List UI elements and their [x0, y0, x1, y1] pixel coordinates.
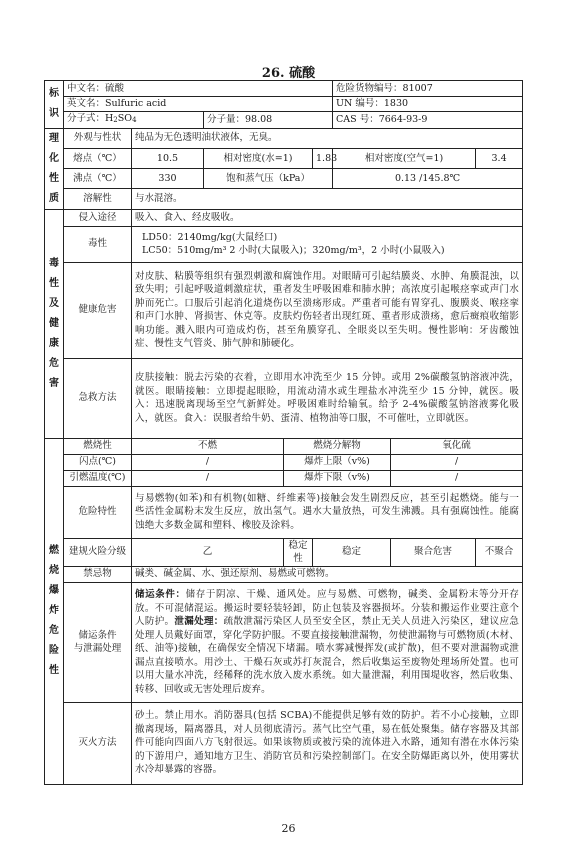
rel-density-water-value: 1.83: [313, 148, 333, 168]
vapor-pressure-value: 0.13 /145.8℃: [333, 169, 523, 189]
fire-class-label: 建规火险分级: [64, 538, 132, 566]
section-physchem: 理化性质: [45, 128, 64, 209]
decomposition-label: 燃烧分解物: [284, 438, 391, 454]
un-no: UN 编号：1830: [333, 97, 523, 112]
molecular-formula: 分子式：H2SO4: [64, 112, 204, 129]
solubility-label: 溶解性: [64, 189, 132, 209]
polymerization-value: 不聚合: [476, 538, 523, 566]
flash-point-value: /: [132, 454, 284, 470]
toxicity-label: 毒性: [64, 226, 132, 262]
decomposition-value: 氧化硫: [391, 438, 523, 454]
melting-point-value: 10.5: [132, 148, 204, 168]
health-hazard-label: 健康危害: [64, 262, 132, 358]
storage-leak-value: [132, 582, 523, 702]
lower-explosive-limit-value: /: [391, 470, 523, 486]
section-toxicity: 毒性及健康危害: [45, 209, 64, 438]
solubility-value: 与水混溶。: [132, 189, 523, 209]
upper-explosive-limit-value: /: [391, 454, 523, 470]
extinguishing-label: 灭火方法: [64, 702, 132, 784]
ld50-value: LD50：2140mg/kg(大鼠经口): [142, 231, 278, 243]
melting-point-label: 熔点（℃）: [64, 148, 132, 168]
lc50-value: LC50：510mg/m³ 2 小时(大鼠吸入)；320mg/m³，2 小时(小鼠吸入): [142, 245, 445, 256]
extinguishing-value: 砂土。禁止用水。消防器具(包括 SCBA)不能提供足够有效的防护。若不小心接触，立即撤离现场，隔离器具，对人员彻底清污。蒸气比空气重，易在低处聚集。储存容器及其部件可能向四面八方飞射很远。如果该物质或被污染的流体进入水路，通知有潜在水体污染的下游用户，通知地方卫生、消防官员和污染控制部门。在安全防爆距离以外，使用雾状水冷却暴露的容器。: [132, 702, 523, 784]
ignition-temp-value: /: [132, 470, 284, 486]
page-number: 26: [281, 822, 296, 835]
cn-name: 中文名：硫酸: [64, 81, 333, 97]
cas-no: CAS 号：7664-93-9: [333, 112, 523, 129]
flammability-value: 不燃: [132, 438, 284, 454]
route-value: 吸入、食入、经皮吸收。: [132, 209, 523, 226]
incompatible-value: 碱类、碱金属、水、强还原剂、易燃或可燃物。: [132, 566, 523, 582]
route-label: 侵入途径: [64, 209, 132, 226]
rel-density-water-label: 相对密度(水=1): [204, 148, 313, 168]
stability-value: 稳定: [313, 538, 391, 566]
leak-text: 疏散泄漏污染区人员至安全区，禁止无关人员进入污染区，建议应急处理人员戴好面罩，穿化学防护服。不要直接接触泄漏物，勿使泄漏物与可燃物质(木材、纸、油等)接触，在确保安全情况下堵漏。喷水雾减慢挥发(或扩散)，但不要对泄漏物或泄漏点直接喷水。用沙土、干燥石灰或苏打灰混合，然后收集运至废物处理场所处置。也可以用大量水冲洗，经稀释的洗水放入废水系统。如大量泄漏，利用围堤收容，然后收集、转移、回收或无害处理后废弃。: [135, 616, 520, 695]
hazard-characteristics-label: 危险特性: [64, 486, 132, 538]
stability-label: 稳定性: [284, 538, 313, 566]
section-identity: 标识: [45, 81, 64, 129]
upper-explosive-limit-label: 爆炸上限（v%): [284, 454, 391, 470]
hazard-characteristics-value: 与易燃物(如苯)和有机物(如糖、纤维素等)接触会发生剧烈反应，甚至引起燃烧。能与一些活性金属粉末发生反应，放出氢气。遇水大量放热，可发生沸溅。具有强腐蚀性。能腐蚀绝大多数金属和塑料、橡胶及涂料。: [132, 486, 523, 538]
msds-table: [44, 80, 523, 785]
boiling-point-value: 330: [132, 169, 204, 189]
molecular-weight: 分子量：98.08: [204, 112, 333, 129]
rel-density-air-value: 3.4: [476, 148, 523, 168]
dangerous-goods-no: 危险货物编号：81007: [333, 81, 523, 97]
lower-explosive-limit-label: 爆炸下限（v%): [284, 470, 391, 486]
health-hazard-value: 对皮肤、粘膜等组织有强烈刺激和腐蚀作用。对眼睛可引起结膜炎、水肿、角膜混浊，以致失明；引起呼吸道刺激症状，重者发生呼吸困难和肺水肿；高浓度引起喉痉挛或声门水肿而死亡。口服后引起消化道烧伤以至溃疡形成。严重者可能有胃穿孔、腹膜炎、喉痉挛和声门水肿、肾损害、休克等。皮肤灼伤轻者出现红斑、重者形成溃疡，愈后癍痕收缩影响功能。溅入眼内可造成灼伤，甚至角膜穿孔、全眼炎以至失明。慢性影响：牙齿酸蚀症、慢性支气管炎、肺气肿和肺硬化。: [132, 262, 523, 358]
polymerization-label: 聚合危害: [391, 538, 476, 566]
section-fire: 燃烧爆炸危险性: [45, 438, 64, 784]
first-aid-label: 急救方法: [64, 358, 132, 438]
ignition-temp-label: 引燃温度(℃): [64, 470, 132, 486]
leak-heading: 泄漏处理：: [174, 616, 224, 627]
appearance-value: 纯品为无色透明油状液体，无臭。: [132, 128, 523, 148]
boiling-point-label: 沸点（℃）: [64, 169, 132, 189]
flash-point-label: 闪点(℃): [64, 454, 132, 470]
storage-heading: 储运条件：: [135, 589, 186, 600]
storage-leak-label: 储运条件 与泄漏处理: [64, 582, 132, 702]
flammability-label: 燃烧性: [64, 438, 132, 454]
fire-class-value: 乙: [132, 538, 284, 566]
vapor-pressure-label: 饱和蒸气压（kPa）: [204, 169, 333, 189]
page-title: 26. 硫酸: [261, 66, 316, 81]
appearance-label: 外观与性状: [64, 128, 132, 148]
incompatible-label: 禁忌物: [64, 566, 132, 582]
first-aid-value: 皮肤接触：脱去污染的衣着，立即用水冲洗至少 15 分钟。或用 2%碳酸氢钠溶液冲洗，就医。眼睛接触：立即提起眼睑，用流动清水或生理盐水冲洗至少 15 分钟，就医。吸入：迅速脱离现场至空气新鲜处。呼吸困难时给输氧。给予 2-4%碳酸氢钠溶液雾化吸入，就医。食入：误服者给牛奶、蛋清、植物油等口服，不可催吐，立即就医。: [132, 358, 523, 438]
storage-text: 储存于阴凉、干燥、通风处。应与易燃、可燃物，碱类、金属粉末等分开存放。不可混储混运。搬运时要轻装轻卸，防止包装及容器损坏。分装和搬运作业要注意个人防护。: [135, 589, 520, 627]
toxicity-value: [132, 226, 523, 262]
en-name: 英文名：Sulfuric acid: [64, 97, 333, 112]
rel-density-air-label: 相对密度(空气=1): [333, 148, 476, 168]
